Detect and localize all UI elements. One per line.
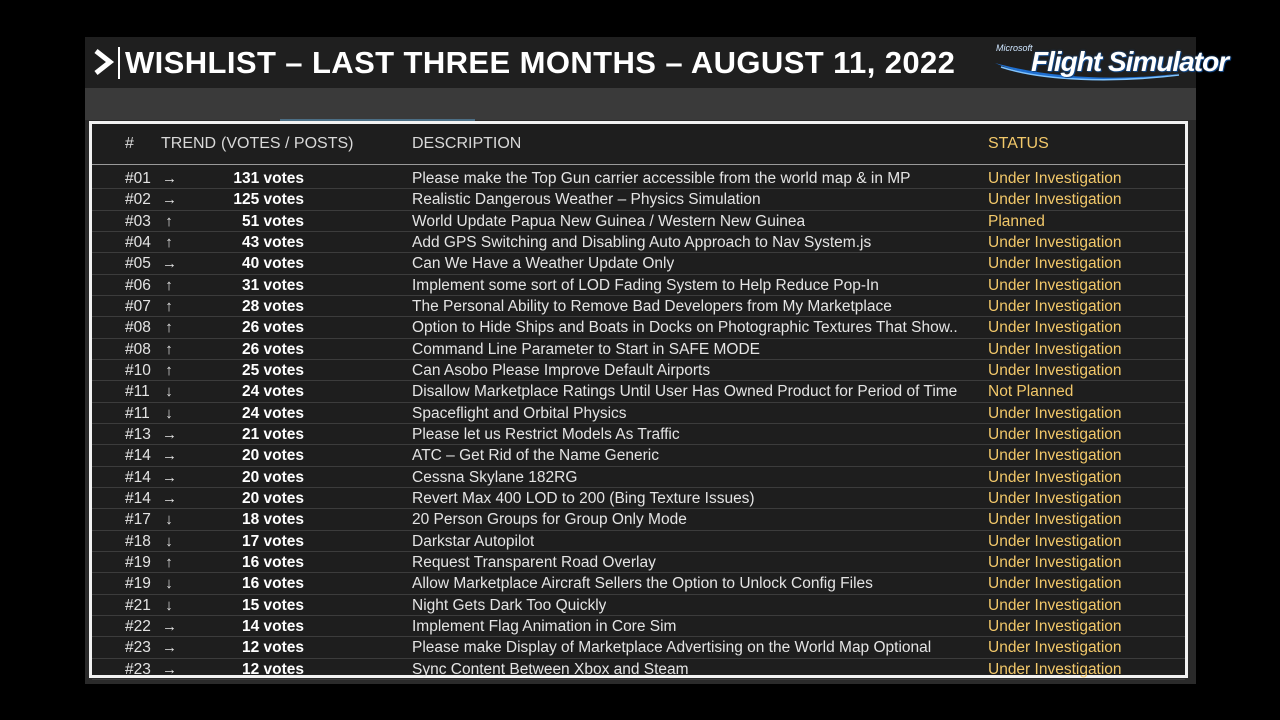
col-trend-header: TREND xyxy=(161,135,217,152)
rank-cell: #19 xyxy=(125,553,151,571)
rank-cell: #05 xyxy=(125,255,151,273)
votes-cell: 20 votes xyxy=(241,489,304,507)
description-cell: Request Transparent Road Overlay xyxy=(412,553,656,571)
flight-simulator-logo xyxy=(993,41,1229,85)
status-cell: Not Planned xyxy=(988,383,1074,401)
status-cell: Under Investigation xyxy=(988,660,1122,678)
status-cell: Under Investigation xyxy=(988,404,1122,422)
trend-arrow-icon: ↓ xyxy=(165,532,173,550)
rank-cell: #07 xyxy=(125,297,151,315)
description-cell: World Update Papua New Guinea / Western New Guinea xyxy=(412,212,806,230)
votes-cell: 26 votes xyxy=(241,319,304,337)
status-cell: Under Investigation xyxy=(988,255,1122,273)
status-cell: Under Investigation xyxy=(988,191,1122,209)
trend-arrow-icon: ↑ xyxy=(165,553,173,571)
trend-arrow-icon: ↑ xyxy=(165,233,173,251)
rank-cell: #19 xyxy=(125,575,151,593)
rank-cell: #14 xyxy=(125,489,151,507)
description-cell: Please make Display of Marketplace Advertising on the World Map Optional xyxy=(412,639,932,657)
header-strip xyxy=(85,88,1196,120)
votes-cell: 20 votes xyxy=(241,447,304,465)
rank-cell: #22 xyxy=(125,617,151,635)
slide xyxy=(85,37,1229,684)
trend-arrow-icon: → xyxy=(162,660,177,678)
table-row xyxy=(92,275,1185,296)
table-row xyxy=(92,211,1185,232)
description-cell: Realistic Dangerous Weather – Physics Simulation xyxy=(412,191,761,209)
trend-arrow-icon: ↑ xyxy=(165,212,173,230)
col-status-header: STATUS xyxy=(988,135,1049,152)
trend-arrow-icon: ↑ xyxy=(165,319,173,337)
votes-cell: 131 votes xyxy=(233,170,304,187)
description-cell: 20 Person Groups for Group Only Mode xyxy=(412,511,687,529)
title-divider xyxy=(118,47,120,79)
trend-arrow-icon: → xyxy=(162,425,177,443)
rank-cell: #03 xyxy=(125,212,151,230)
rank-cell: #01 xyxy=(125,170,151,187)
status-cell: Under Investigation xyxy=(988,297,1122,315)
table-row xyxy=(92,168,1185,189)
votes-cell: 40 votes xyxy=(241,255,304,273)
table-row xyxy=(92,573,1185,594)
trend-arrow-icon: → xyxy=(162,447,177,465)
description-cell: Command Line Parameter to Start in SAFE MODE xyxy=(412,340,761,358)
description-cell: Please make the Top Gun carrier accessible from the world map & in MP xyxy=(412,170,911,187)
table-row xyxy=(92,296,1185,317)
trend-arrow-icon: ↑ xyxy=(165,276,173,294)
table-row xyxy=(92,232,1185,253)
status-cell: Under Investigation xyxy=(988,553,1122,571)
trend-arrow-icon: → xyxy=(162,489,177,507)
description-cell: Can We Have a Weather Update Only xyxy=(412,255,675,273)
table-row xyxy=(92,531,1185,552)
description-cell: Implement Flag Animation in Core Sim xyxy=(412,617,677,635)
rank-cell: #10 xyxy=(125,361,151,379)
table-row xyxy=(92,659,1185,680)
description-cell: Night Gets Dark Too Quickly xyxy=(412,596,607,614)
votes-cell: 16 votes xyxy=(241,575,304,593)
table-row xyxy=(92,509,1185,530)
header-bar xyxy=(85,37,1229,88)
trend-arrow-icon: → xyxy=(162,255,177,273)
status-cell: Under Investigation xyxy=(988,489,1122,507)
trend-arrow-icon: ↓ xyxy=(165,511,173,529)
rank-cell: #14 xyxy=(125,447,151,465)
rank-cell: #06 xyxy=(125,276,151,294)
table-row xyxy=(92,637,1185,658)
table-row xyxy=(92,616,1185,637)
votes-cell: 14 votes xyxy=(241,617,304,635)
rank-cell: #13 xyxy=(125,425,151,443)
description-cell: Can Asobo Please Improve Default Airports xyxy=(412,361,711,379)
rank-cell: #11 xyxy=(125,383,150,401)
description-cell: ATC – Get Rid of the Name Generic xyxy=(412,447,659,465)
description-cell: Cessna Skylane 182RG xyxy=(412,468,578,486)
description-cell: Add GPS Switching and Disabling Auto Approach to Nav System.js xyxy=(412,233,872,251)
table-row xyxy=(92,189,1185,210)
status-cell: Under Investigation xyxy=(988,639,1122,657)
col-votes-header: (VOTES / POSTS) xyxy=(221,135,354,152)
chevron-right-icon xyxy=(91,47,117,77)
trend-arrow-icon: ↑ xyxy=(165,361,173,379)
trend-arrow-icon: ↓ xyxy=(165,383,173,401)
logo-title-text: Flight Simulator xyxy=(1031,46,1229,77)
votes-cell: 43 votes xyxy=(241,233,304,251)
description-cell: Allow Marketplace Aircraft Sellers the Option to Unlock Config Files xyxy=(412,575,873,593)
status-cell: Under Investigation xyxy=(988,170,1122,187)
wishlist-table xyxy=(89,121,1188,678)
description-cell: Darkstar Autopilot xyxy=(412,532,535,550)
votes-cell: 125 votes xyxy=(233,191,304,209)
votes-cell: 17 votes xyxy=(241,532,304,550)
votes-cell: 51 votes xyxy=(241,212,304,230)
votes-cell: 16 votes xyxy=(241,553,304,571)
table-row xyxy=(92,552,1185,573)
rank-cell: #21 xyxy=(125,596,151,614)
votes-cell: 12 votes xyxy=(241,660,304,678)
trend-arrow-icon: → xyxy=(162,170,177,187)
votes-cell: 28 votes xyxy=(241,297,304,315)
votes-cell: 31 votes xyxy=(241,276,304,294)
status-cell: Under Investigation xyxy=(988,425,1122,443)
status-cell: Under Investigation xyxy=(988,617,1122,635)
table-row xyxy=(92,253,1185,274)
rank-cell: #02 xyxy=(125,191,151,209)
table-row xyxy=(92,317,1185,338)
trend-arrow-icon: → xyxy=(162,191,177,209)
description-cell: Spaceflight and Orbital Physics xyxy=(412,404,627,422)
table-row xyxy=(92,339,1185,360)
table-row xyxy=(92,381,1185,402)
votes-cell: 15 votes xyxy=(241,596,304,614)
status-cell: Under Investigation xyxy=(988,319,1122,337)
status-cell: Under Investigation xyxy=(988,468,1122,486)
votes-cell: 24 votes xyxy=(241,383,304,401)
rank-cell: #08 xyxy=(125,319,151,337)
description-cell: Option to Hide Ships and Boats in Docks on Photographic Textures That Show.. xyxy=(412,319,958,337)
description-cell: Implement some sort of LOD Fading System to Help Reduce Pop-In xyxy=(412,276,879,294)
status-cell: Under Investigation xyxy=(988,361,1122,379)
table-row xyxy=(92,488,1185,509)
rank-cell: #18 xyxy=(125,532,151,550)
table-row xyxy=(92,467,1185,488)
votes-cell: 18 votes xyxy=(241,511,304,529)
rank-cell: #04 xyxy=(125,233,151,251)
trend-arrow-icon: ↓ xyxy=(165,575,173,593)
table-header xyxy=(92,124,1185,165)
description-cell: Please let us Restrict Models As Traffic xyxy=(412,425,680,443)
table-row xyxy=(92,595,1185,616)
logo-microsoft-text: Microsoft xyxy=(996,43,1033,53)
table-row xyxy=(92,424,1185,445)
page-title: WISHLIST – LAST THREE MONTHS – AUGUST 11, 2022 xyxy=(125,45,956,80)
table-row xyxy=(92,360,1185,381)
trend-arrow-icon: ↑ xyxy=(165,297,173,315)
col-description-header: DESCRIPTION xyxy=(412,135,522,152)
status-cell: Under Investigation xyxy=(988,233,1122,251)
trend-arrow-icon: ↑ xyxy=(165,340,173,358)
status-cell: Under Investigation xyxy=(988,575,1122,593)
description-cell: Sync Content Between Xbox and Steam xyxy=(412,660,689,678)
trend-arrow-icon: → xyxy=(162,617,177,635)
rank-cell: #08 xyxy=(125,340,151,358)
status-cell: Under Investigation xyxy=(988,596,1122,614)
table-row xyxy=(92,403,1185,424)
rank-cell: #11 xyxy=(125,404,150,422)
status-cell: Under Investigation xyxy=(988,511,1122,529)
rank-cell: #23 xyxy=(125,639,151,657)
description-cell: Revert Max 400 LOD to 200 (Bing Texture Issues) xyxy=(412,489,755,507)
rank-cell: #23 xyxy=(125,660,151,678)
rank-cell: #14 xyxy=(125,468,151,486)
status-cell: Under Investigation xyxy=(988,532,1122,550)
votes-cell: 20 votes xyxy=(241,468,304,486)
trend-arrow-icon: → xyxy=(162,468,177,486)
table-body xyxy=(92,168,1185,680)
trend-arrow-icon: ↓ xyxy=(165,404,173,422)
votes-cell: 21 votes xyxy=(241,425,304,443)
status-cell: Planned xyxy=(988,212,1045,230)
rank-cell: #17 xyxy=(125,511,151,529)
trend-arrow-icon: → xyxy=(162,639,177,657)
status-cell: Under Investigation xyxy=(988,276,1122,294)
table-row xyxy=(92,445,1185,466)
votes-cell: 26 votes xyxy=(241,340,304,358)
trend-arrow-icon: ↓ xyxy=(165,596,173,614)
status-cell: Under Investigation xyxy=(988,447,1122,465)
votes-cell: 25 votes xyxy=(241,361,304,379)
votes-cell: 12 votes xyxy=(241,639,304,657)
col-rank-header: # xyxy=(125,135,134,152)
votes-cell: 24 votes xyxy=(241,404,304,422)
status-cell: Under Investigation xyxy=(988,340,1122,358)
description-cell: Disallow Marketplace Ratings Until User Has Owned Product for Period of Time xyxy=(412,383,958,401)
description-cell: The Personal Ability to Remove Bad Developers from My Marketplace xyxy=(412,297,892,315)
